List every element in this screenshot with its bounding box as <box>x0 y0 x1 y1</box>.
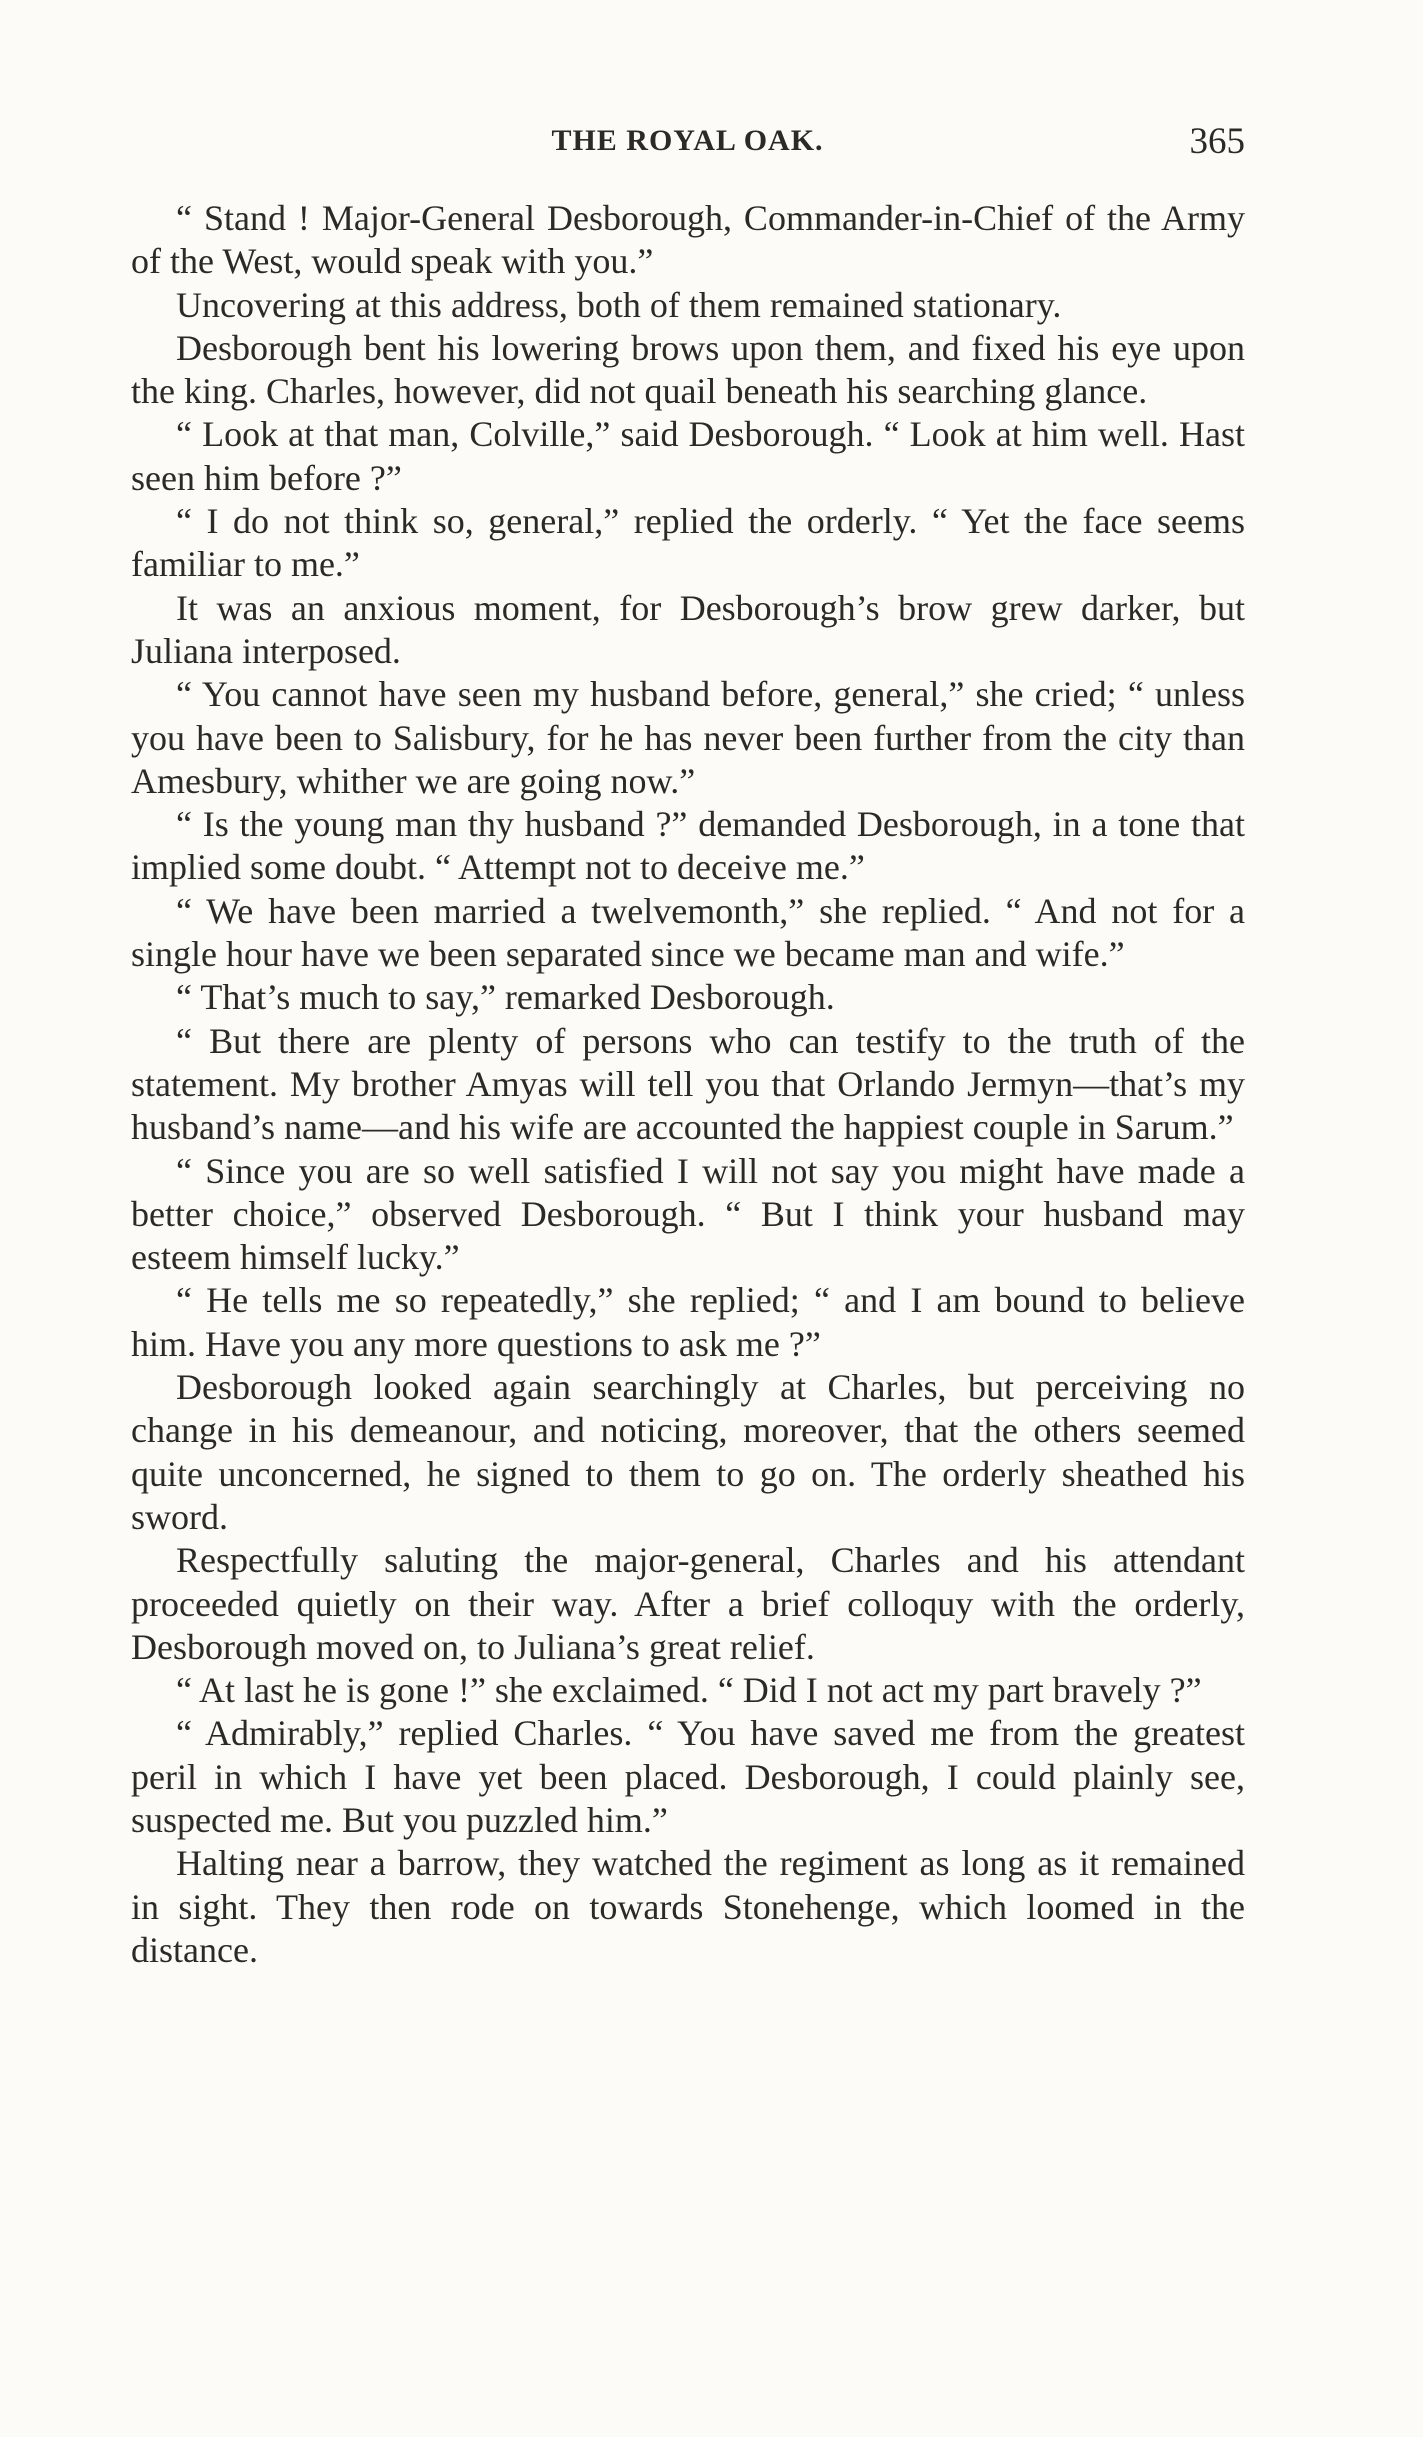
paragraph: Desborough looked again searchingly at Charles, but perceiving no change in his demeanour, and noticing, moreover, that the others seemed quite unconcerned, he signed to them to go on. The orderly sheathed his sword. <box>131 1367 1245 1537</box>
paragraph: “ I do not think so, general,” replied the orderly. “ Yet the face seems familiar to me.” <box>131 501 1245 585</box>
paragraph: “ He tells me so repeatedly,” she replied; “ and I am bound to believe him. Have you any more questions to ask me ?” <box>131 1280 1245 1364</box>
paragraph: “ At last he is gone !” she exclaimed. “ Did I not act my part bravely ?” <box>176 1670 1202 1711</box>
paragraph: “ Since you are so well satisfied I will not say you might have made a better choice,” observed Desborough. “ But I think your husband may esteem himself lucky.” <box>131 1150 1245 1278</box>
paragraph: “ That’s much to say,” remarked Desborough. <box>176 977 835 1018</box>
paragraph: “ You cannot have seen my husband before, general,” she cried; “ unless you have been to Salisbury, for he has never been further from the city than Amesbury, whither we are going now.” <box>131 674 1245 801</box>
paragraph: “ Is the young man thy husband ?” demanded Desborough, in a tone that implied some doubt. “ Attempt not to deceive me.” <box>131 804 1245 888</box>
running-head <box>130 120 1245 170</box>
paragraph: “ Admirably,” replied Charles. “ You have saved me from the greatest peril in which I have yet been placed. Desborough, I could plainly see, suspected me. But you puzzled him.” <box>131 1713 1245 1840</box>
paragraph: Uncovering at this address, both of them remained stationary. <box>176 284 1062 325</box>
paragraph: “ But there are plenty of persons who can testify to the truth of the statement. My brother Amyas will tell you that Orlando Jermyn—that’s my husband’s name—and his wife are accounted the happiest couple in Sarum.” <box>131 1020 1245 1148</box>
paragraph: It was an anxious moment, for Desborough’s brow grew darker, but Juliana interposed. <box>131 587 1245 671</box>
paragraph: “ We have been married a twelvemonth,” she replied. “ And not for a single hour have we been separated since we became man and wife.” <box>131 890 1245 975</box>
page-number: 365 <box>1189 121 1245 162</box>
running-title: THE ROYAL OAK. <box>551 124 824 157</box>
paragraph: Respectfully saluting the major-general, Charles and his attendant proceeded quietly on their way. After a brief colloquy with the orderly, Desborough moved on, to Juliana’s great relief. <box>131 1540 1245 1667</box>
body-text <box>131 197 1245 1972</box>
paragraph: Desborough bent his lowering brows upon them, and fixed his eye upon the king. Charles, however, did not quail beneath his searching glance. <box>131 327 1245 412</box>
paragraph: “ Look at that man, Colville,” said Desborough. “ Look at him well. Hast seen him before ?” <box>131 414 1245 498</box>
paragraph: “ Stand ! Major-General Desborough, Commander-in-Chief of the Army of the West, would speak with you.” <box>131 198 1245 282</box>
paragraph: Halting near a barrow, they watched the regiment as long as it remained in sight. They then rode on towards Stonehenge, which loomed in the distance. <box>131 1843 1245 1970</box>
